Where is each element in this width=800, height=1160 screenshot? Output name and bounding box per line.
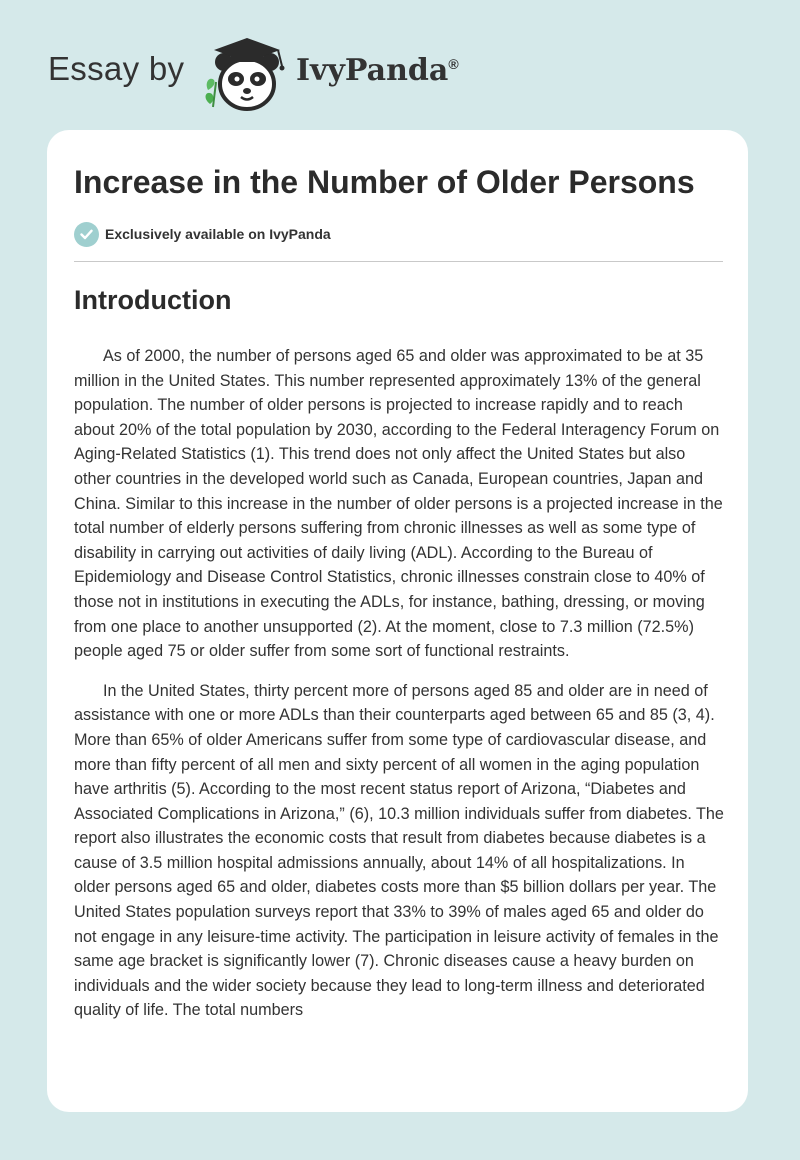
exclusive-badge-label: Exclusively available on IvyPanda [105, 226, 331, 242]
paragraph: As of 2000, the number of persons aged 65 and older was approximated to be at 35 million in the United States. This number represented approximately 13% of the general population. The number of older persons is projected to increase rapidly and to reach about 20% of the total population by 2030, according to the Federal Interagency Forum on Aging-Related Statistics (1). This trend does not only affect the United States but also other countries in the developed world such as Canada, European countries, Japan and China. Similar to this increase in the number of older persons is a projected increase in the total number of elderly persons suffering from chronic illnesses as well as some type of disability in carrying out activities of daily living (ADL). According to the Bureau of Epidemiology and Disease Control Statistics, chronic illnesses constrain close to 40% of those not in institutions in executing the ADLs, for instance, bathing, dressing, or moving from one place to another unsupported (2). At the moment, close to 7.3 million (72.5%) people aged 75 or older suffer from some sort of functional restraints. [74, 347, 723, 661]
paragraph: In the United States, thirty percent more of persons aged 85 and older are in need of assistance with one or more ADLs than their counterparts aged between 65 and 85 (3, 4). More than 65% of older Americans suffer from some type of cardiovascular disease, and more than fifty percent of all men and sixty percent of all women in the aging population have arthritis (5). According to the most recent status report of Arizona, “Diabetes and Associated Complications in Arizona,” (6), 10.3 million individuals suffer from diabetes. The report also illustrates the economic costs that result from diabetes because diabetes is a cause of 3.5 million hospital admissions annually, about 14% of all hospitalizations. In older persons aged 65 and older, diabetes costs more than $5 billion dollars per year. The United States population surveys report that 33% to 39% of males aged 65 and older do not engage in any leisure-time activity. The participation in leisure activity of females in the same age bracket is significantly lower (7). Chronic diseases cause a heavy burden on individuals and the wider society because they lead to long-term illness and deteriorated quality of life. The total numbers [74, 681, 724, 1020]
check-circle-icon [74, 222, 99, 247]
brand-name[interactable] [296, 53, 459, 88]
essay-card [47, 130, 748, 1112]
essay-by-label: Essay by [48, 50, 185, 87]
site-header [0, 0, 800, 130]
essay-body [74, 344, 724, 1038]
exclusive-badge [74, 221, 331, 247]
registered-mark: ® [448, 56, 459, 72]
section-heading-introduction: Introduction [74, 285, 232, 315]
panda-graduate-icon[interactable] [200, 32, 292, 112]
brand-name-text: IvyPanda [296, 53, 449, 88]
essay-title: Increase in the Number of Older Persons [74, 164, 695, 200]
title-divider [74, 261, 723, 262]
